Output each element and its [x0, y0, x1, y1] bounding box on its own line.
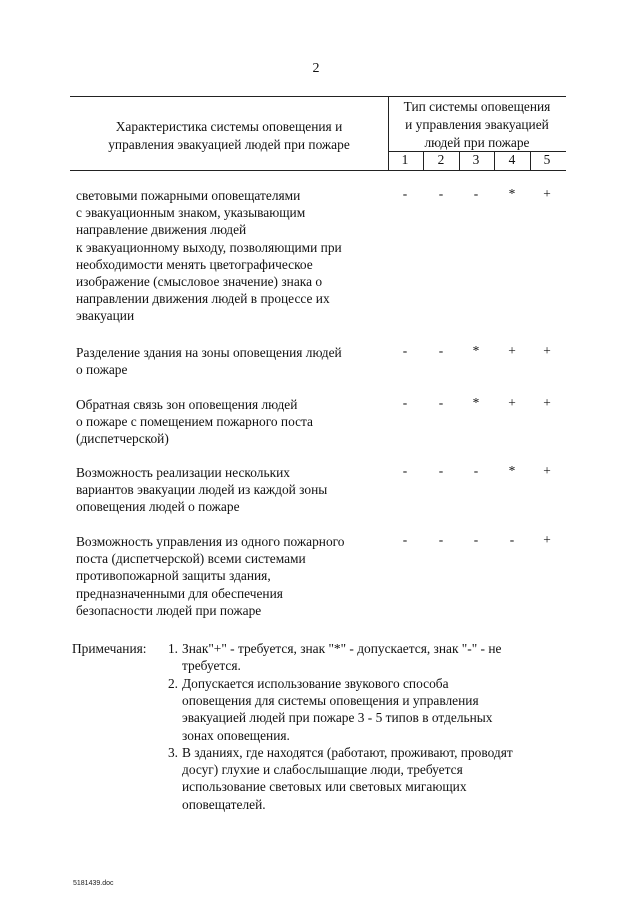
page-number: 2: [312, 61, 320, 76]
row-mark-type-3: *: [472, 395, 480, 410]
row-mark-type-1: -: [402, 532, 408, 547]
row-characteristic: Возможность реализации нескольких вариантов эвакуации людей из каждой зоны оповещения людей о пожаре: [76, 465, 328, 515]
note-text: Допускается использование звукового способа оповещения для системы оповещения и управления эвакуацией людей при пожаре 3 - 5 типов в отдельных зонах оповещения.: [182, 676, 493, 743]
row-mark-type-5: +: [543, 532, 551, 547]
header-bottom-rule: [70, 170, 566, 171]
row-mark-type-3: -: [473, 463, 479, 478]
table-top-rule: [70, 96, 566, 97]
column-number-2: 2: [437, 152, 445, 167]
row-mark-type-1: -: [402, 186, 408, 201]
row-mark-type-4: *: [508, 186, 516, 201]
row-mark-type-1: -: [402, 395, 408, 410]
note-number: 3.: [167, 745, 178, 760]
row-mark-type-3: -: [473, 532, 479, 547]
row-mark-type-5: +: [543, 395, 551, 410]
row-characteristic: Возможность управления из одного пожарного поста (диспетчерской) всеми системами противопожарной защиты здания, предназначенными для обеспечения безопасности людей при пожаре: [76, 534, 345, 618]
row-characteristic: Обратная связь зон оповещения людей о пожаре с помещением пожарного поста (диспетчерской): [76, 397, 313, 447]
row-mark-type-2: -: [438, 343, 444, 358]
header-system-type: Тип системы оповещения и управления эвакуацией людей при пожаре: [403, 99, 551, 150]
row-mark-type-5: +: [543, 186, 551, 201]
note-text: В зданиях, где находятся (работают, проживают, проводят досуг) глухие и слабослышащие люди, требуется использование световых или световых мигающих оповещателей.: [182, 745, 513, 812]
row-mark-type-2: -: [438, 395, 444, 410]
note-number: 1.: [167, 641, 178, 656]
note-number: 2.: [167, 676, 178, 691]
row-mark-type-5: +: [543, 463, 551, 478]
column-number-4: 4: [508, 152, 516, 167]
row-mark-type-2: -: [438, 186, 444, 201]
row-mark-type-4: *: [508, 463, 516, 478]
row-mark-type-2: -: [438, 532, 444, 547]
row-mark-type-3: *: [472, 343, 480, 358]
row-mark-type-5: +: [543, 343, 551, 358]
notes-label: Примечания:: [72, 641, 147, 656]
row-characteristic: световыми пожарными оповещателями с эвакуационным знаком, указывающим направление движения людей к эвакуационному выходу, позволяющими при необходимости менять цветографическое изображение (смысловое значение) знака о направлении движения людей в процессе их эвакуации: [76, 188, 342, 324]
row-mark-type-2: -: [438, 463, 444, 478]
document-file-name: 5181439.doc: [73, 880, 114, 887]
row-mark-type-4: +: [508, 343, 516, 358]
row-characteristic: Разделение здания на зоны оповещения людей о пожаре: [76, 345, 342, 378]
column-number-3: 3: [472, 152, 480, 167]
column-number-5: 5: [543, 152, 551, 167]
row-mark-type-4: +: [508, 395, 516, 410]
row-mark-type-1: -: [402, 343, 408, 358]
note-text: Знак"+" - требуется, знак "*" - допускается, знак "-" - не требуется.: [182, 641, 502, 674]
column-number-1: 1: [401, 152, 409, 167]
row-mark-type-4: -: [509, 532, 515, 547]
row-mark-type-3: -: [473, 186, 479, 201]
row-mark-type-1: -: [402, 463, 408, 478]
header-characteristic: Характеристика системы оповещения и управления эвакуацией людей при пожаре: [108, 119, 350, 152]
